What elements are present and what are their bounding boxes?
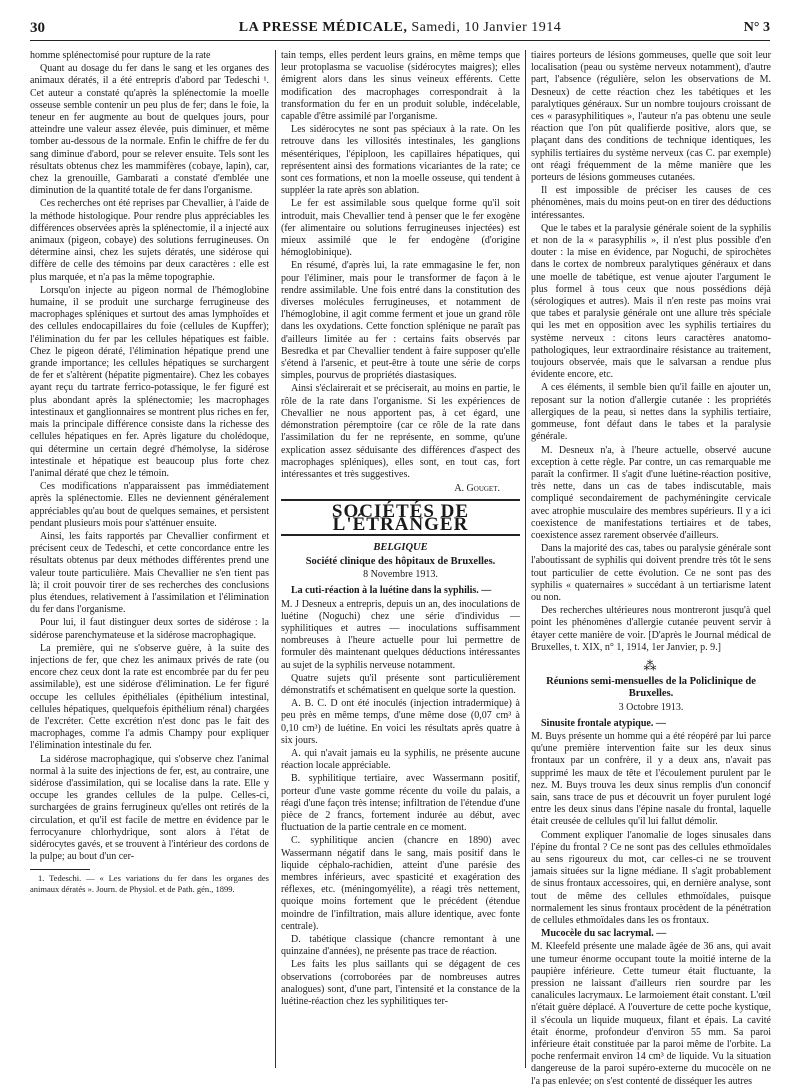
article-heading: Mucocèle du sac lacrymal. —: [541, 928, 667, 940]
footnote-rule: [30, 869, 90, 870]
column-divider: [525, 50, 526, 1068]
paragraph: Quatre sujets qu'il présente sont particulièrement démonstratifs et schématisent en quelque sorte la question.: [281, 672, 520, 696]
column-2: [281, 50, 520, 1068]
paragraph: tain temps, elles perdent leurs grains, en même temps que leur protoplasma se vacuolise (sidérocytes maigres); elles émigrent alors dans les sinus veineux efférents. Cette modification des macrophages correspondrait à la transformation du fer en un produit soluble, indécelable, capable d'être assimilé par l'organisme.: [281, 50, 520, 123]
society-heading: Société clinique des hôpitaux de Bruxelles.: [305, 555, 496, 567]
page-number: 30: [30, 20, 45, 36]
column-3: [531, 50, 771, 1087]
paragraph: A ces éléments, il semble bien qu'il faille en ajouter un, reposant sur la notion d'allergie cutanée : les propriétés allergiques de la peau, si nettes dans la syphilis tertiaire, gommeuse, font défaut dans le tabes et la paralysie générale.: [531, 382, 771, 443]
paragraph: Le fer est assimilable sous quelque forme qu'il soit introduit, mais Chevallier tend à penser que le fer exogène (fer alimentaire ou solutions ferrugineuses injectées) est mieux assimilé que le fer endogène (d'origine hémoglobinique).: [281, 198, 520, 259]
paragraph: M. Kleefeld présente une malade âgée de 36 ans, qui avait une tumeur énorme occupant toute la moitié interne de la paupière inférieure. Cette tumeur était fluctuante, la pression ne laissant d'ailleurs rien sourdre par les canalicules lacrymaux. Le larmoiement était constant. L'œil n'était guère déplacé. A l'ouverture de cette poche kystique, il s'écoula un liquide muqueux, filant et épais. La cavité était énorme, profondeur d'environ 55 mm. Sa paroi inférieure était constituée par la paroi même de l'orbite. La poche renfermait environ 14 cm³ de liquide. Vu la situation dangereuse de la paroi supéro-externe du mucocèle on ne l'a pas enlevée; on s'est contenté de disséquer les autres: [531, 941, 771, 1087]
author-signature: A. Gouget.: [454, 483, 500, 495]
paragraph: A. B. C. D ont été inoculés (injection intradermique) à peu près en même temps, d'une même dose (0,07 cm³ à 0,10 cm³) de luétine. En voici les résultats après quatre à six jours.: [281, 698, 520, 746]
column-1: [30, 50, 269, 1068]
paragraph: tiaires porteurs de lésions gommeuses, quelle que soit leur localisation (peau ou système nerveux notamment), d'autre part, l'absence (régulière, selon les observations de M. Desneux) de cette réaction chez les tabétiques et les paralytiques généraux. Sur un nombre toujours croissant de ces « parasyphilitiques », l'auteur n'a pas obtenu une seule réaction que l'on pût qualifierde positive, alors que, se plaçant dans des conditions de technique identiques, les syphilis tertiaires du système nerveux (cas C. par exemple) ont réagi fréquemment de la même manière que les porteurs de lésions gommeuses cutanées.: [531, 50, 771, 184]
issue-number: N° 3: [743, 20, 770, 35]
paragraph: Lorsqu'on injecte au pigeon normal de l'hémoglobine humaine, il se produit une surcharge ferrugineuse des macrophages spléniques et surtout des amas lymphoïdes et des cellules endocapillaires du foie (cellules de Kupffer); l'élimination du fer par les cellules hépatiques est faible. Chez le pigeon dératé, l'élimination hépatique prend une grande importance; les cellules hépatiques se surchargent de fer et s'altèrent (hépatite pigmentaire). Chez les cobayes ayant reçu du tartrate ferrico-potassique, le fer figuré est plus abondant après la splénectomie; les macrophages intestinaux et ganglionnaires se montrent plus riches en fer, mais la principale différence consiste dans la richesse des cellules hépatiques en fer. Après ligature du cholédoque, qui détermine un certain degré d'hémolyse, la sidérose intestinale et hépatique est beaucoup plus forte chez l'animal dératé que chez le témoin.: [30, 284, 269, 479]
paragraph: Dans la majorité des cas, tabes ou paralysie générale sont l'aboutissant de syphilis qui doivent prendre très tôt le sens tout particulier de cette évolution. Ce ne sont pas des syphilis « quaternaires » succédant à un tertiarisme latent ou non.: [531, 543, 771, 603]
paragraph: En résumé, d'après lui, la rate emmagasine le fer, non pour l'éliminer, mais pour le transformer de façon à le rendre assimilable. Une fois entré dans la constitution des diverses molécules ferrugineuses, et notamment de l'hémoglobine, il agit comme ferment et joue un grand rôle dans les oxydations. Cette fonction splénique ne paraît pas d'ailleurs limitée au fer : certains faits observés par Besredka et par Chevallier tendent à faire supposer qu'elle s'étend à l'arsenic, et peut-être à toute une série de corps simples, pourvus de propriétés diastasiques.: [281, 260, 520, 382]
paragraph: A. qui n'avait jamais eu la syphilis, ne présente aucune réaction locale appréciable.: [281, 747, 520, 772]
article-heading: La cuti-réaction à la luétine dans la syphilis. —: [291, 585, 492, 597]
society-heading: Réunions semi-mensuelles de la Policlinique de Bruxelles.: [546, 676, 756, 700]
running-title: [30, 20, 770, 36]
paragraph: Ces modifications n'apparaissent pas immédiatement après la splénectomie. Elles ne deviennent généralement appréciables qu'au bout de quelques semaines, et persistent pendant plusieurs mois pour s'atténuer ensuite.: [30, 481, 269, 529]
paragraph: Que le tabes et la paralysie générale soient de la syphilis et non de la « parasyphilis », il n'est plus possible d'en douter : la mise en évidence, par Noguchi, de spirochètes dans le cortex de nombreux paralytiques généraux et dans une moelle de tabétique, est venue ajouter l'argument le plus formel à tous ceux que nous possédions déjà (sérologiques et autres). Mais il n'en reste pas moins vrai que tabes et paralysie générale ont une allure très spéciale qui les met en opposition avec les syphilis tertiaires du système nerveux : citons leurs caractères anatomo-pathologiques, leur extraordinaire résistance au traitement, toujours observée, mais que le salvarsan a rendue plus évidente encore, etc.: [531, 222, 771, 381]
page-header: [30, 20, 770, 41]
footnote: 1. Tedeschi. — « Les variations du fer dans les organes des animaux dératés ». Journ. de Physiol. et de Path. gén., 1899.: [30, 873, 269, 894]
paragraph: La première, qui ne s'observe guère, à la suite des injections de fer, que chez les animaux privés de rate (ou encore chez ceux dont la rate est encombrée par du fer peu assimilable), est une sidérose d'élimination. Le fer figuré occupe les cellules épithéliales (épithélium intestinal, cellules hépatiques, quelquefois épithélium rénal) chargées de l'excréter. Cette excrétion n'est donc pas le fait des macrophages, comme l'a admis Champy pour expliquer l'élimination intestinale du fer.: [30, 642, 269, 752]
paragraph: Ainsi, les faits rapportés par Chevallier confirment et précisent ceux de Tedeschi, et cette concordance entre les résultats obtenus par deux méthodes différentes prend une valeur toute particulière. Mais Chevallier ne s'en tient pas là; il croit pouvoir tirer de ses recherches des conclusions plus étendues, relativement à l'assimilation et l'élimination du fer dans l'organisme.: [30, 530, 269, 616]
paragraph: Ces recherches ont été reprises par Chevallier, à l'aide de la méthode histologique. Pour rendre plus appréciables les différences observées après la splénectomie, il a injecté aux animaux (pigeon, cobaye) des solutions ferrugineuses. On détermine ainsi, chez les sujets dératés, une sidérose qui diffère de celle des témoins par deux caractères : elle est plus marquée, et n'a pas la même topographie.: [30, 198, 269, 283]
paragraph: M. J Desneux a entrepris, depuis un an, des inoculations de luétine (Noguchi) chez une série d'individus — syphilitiques et autres — inoculations suffisamment nombreuses à l'heure actuelle pour lui permettre de formuler dès maintenant quelques déductions intéressantes au sujet de la syphilis nerveuse notamment.: [281, 598, 520, 671]
paragraph: homme splénectomisé pour rupture de la rate: [30, 50, 211, 61]
column-divider: [275, 50, 276, 1068]
country-heading: BELGIQUE: [373, 541, 428, 553]
paragraph: Les sidérocytes ne sont pas spéciaux à la rate. On les retrouve dans les villosités intestinales, les ganglions mésentériques, l'épiploon, les capillaires hépatiques, qui représentent ainsi des formations vicariantes de la rate; ce sont ces formations, et non la moelle osseuse, qui tendent à suppléer la rate après son ablation.: [281, 124, 520, 197]
article-heading: Sinusite frontale atypique. —: [541, 717, 666, 729]
section-title: SOCIÉTÉS DE L'ÉTRANGER: [281, 499, 520, 535]
paragraph: Des recherches ultérieures nous montreront jusqu'à quel point les phénomènes d'allergie cutanée peuvent servir à étayer cette manière de voir. [D'après le Journal médical de Bruxelles, t. XIX, n° 1, 1914, 1er Janvier, p. 9.]: [531, 605, 771, 653]
journal-name: LA PRESSE MÉDICALE,: [238, 20, 408, 35]
paragraph: Quant au dosage du fer dans le sang et les organes des animaux dératés, il a été entrepris d'abord par Tedeschi ¹. Cet auteur a constaté qu'après la splénectomie la moelle osseuse semble contenir un peu plus de fer; dans le foie, la teneur en fer augmente au bout de quelques jours, pour atteindre une valeur assez élevée, puis diminuer, et même tomber au-dessous de la normale. Enfin le chiffre de fer du sang diminue d'abord, pour se relever ensuite. Tels sont les résultats obtenus chez les mammifères (cobaye, lapin), car, chez la grenouille, Gambarati a constaté d'emblée une diminution de la quantité totale de fer dans l'organisme.: [30, 63, 269, 197]
paragraph: Pour lui, il faut distinguer deux sortes de sidérose : la sidérose parenchymateuse et la sidérose macrophagique.: [30, 617, 269, 641]
paragraph: B. syphilitique tertiaire, avec Wassermann positif, porteur d'une vaste gomme récente du voile du palais, a réagi d'une façon très intense; infiltration de l'étendue d'une pièce de 2 francs, fortement indurée au début, avec fluctuation de la partie centrale en ce moment.: [281, 773, 520, 834]
paragraph: M. Desneux n'a, à l'heure actuelle, observé aucune exception à cette règle. Par contre, un cas remarquable me paraît la confirmer. Il s'agit d'une luétine-réaction positive, très nette, dans un cas de tabes indiscutable, mais compliqué secondairement de pachyméningite cervicale avec atrophie musculaire des membres supérieurs. Il y a ici coexistence de manifestations tertiaires et de tabes, coexistence assez rarement observée d'ailleurs.: [531, 444, 771, 541]
paragraph: D. tabétique classique (chancre remontant à une quinzaine d'années), ne présente pas trace de réaction.: [281, 934, 520, 958]
paragraph: Il est impossible de préciser les causes de ces phénomènes, mais du moins peut-on en tirer des déductions intéressantes.: [531, 185, 771, 221]
meeting-date: 3 Octobre 1913.: [618, 701, 684, 713]
paragraph: M. Buys présente un homme qui a été réopéré par lui parce qu'une première intervention faite sur les deux sinus frontaux par un confrère, il y a deux ans, n'avait pas supprimé les maux de tête et l'écoulement purulent par le nez. M. Buys trouva les deux sinus remplis d'un cononcif sain, sans trace de pus et découvrit un foyer purulent logé entre les deux sinus dans l'épine nasale du frontal, laquelle était creusée de cellules qu'il lui fallut démolir.: [531, 730, 771, 828]
issue-date: Samedi, 10 Janvier 1914: [411, 20, 562, 35]
paragraph: La sidérose macrophagique, qui s'observe chez l'animal normal à la suite des injections de fer, est, au contraire, une sidérose d'assimilation, qui se localise dans la rate. Elle y occupe les grandes cellules de la pulpe. Celles-ci, surchargées de grains ferrugineux qu'elles ont retirés de la circulation, et qu'il est facile de mettre en évidence par le ferrocyanure chlorhydrique, sont alors à l'état de sidérocytes gavés, et se trouvent à l'intérieur des cordons de la pulpe; au bout d'un cer-: [30, 753, 269, 863]
asterism-separator: ⁂: [643, 657, 659, 673]
meeting-date: 8 Novembre 1913.: [363, 569, 438, 581]
paragraph: Les faits les plus saillants qui se dégagent de ces observations (corroborées par de nombreuses autres analogues) sont, d'une part, l'intensité et la constance de la luétine-réaction chez les syphilitiques ter-: [281, 959, 520, 1008]
paragraph: Ainsi s'éclairerait et se préciserait, au moins en partie, le rôle de la rate dans l'organisme. Si les expériences de Chevallier ne nous apportent pas, à cet égard, une démonstration péremptoire (car ce rôle de la rate dans l'assimilation du fer ne représente, en somme, qu'une explication assez séduisante des différences d'aspect des macrophages spléniques), elles sont, en tout cas, fort intéressantes et très suggestives.: [281, 383, 520, 480]
paragraph: Comment expliquer l'anomalie de loges sinusales dans l'épine du frontal ? Ce ne sont pas des cellules ethmoïdales au sens rigoureux du mot, car celles-ci ne se trouvent jamais situées sur la ligne médiane. Il s'agit probablement de sinus frontaux accessoires, qui, en dernière analyse, sont tout de même des cellules ethmoïdales, puisque normalement les sinus frontaux procèdent de la pénétration de cellules ethmoïdales dans les os frontaux.: [531, 829, 771, 927]
paragraph: C. syphilitique ancien (chancre en 1890) avec Wassermann négatif dans le sang, mais positif dans le liquide céphalo-rachidien, atteint d'une parésie des membres inférieurs, avec spasticité et exagération des réflexes, etc. (méningomyélite), a réagi très nettement, quoique moins fortement que le précédent (étendue moindre de l'infiltration, mais allure identique, avec fonte centrale).: [281, 835, 520, 932]
